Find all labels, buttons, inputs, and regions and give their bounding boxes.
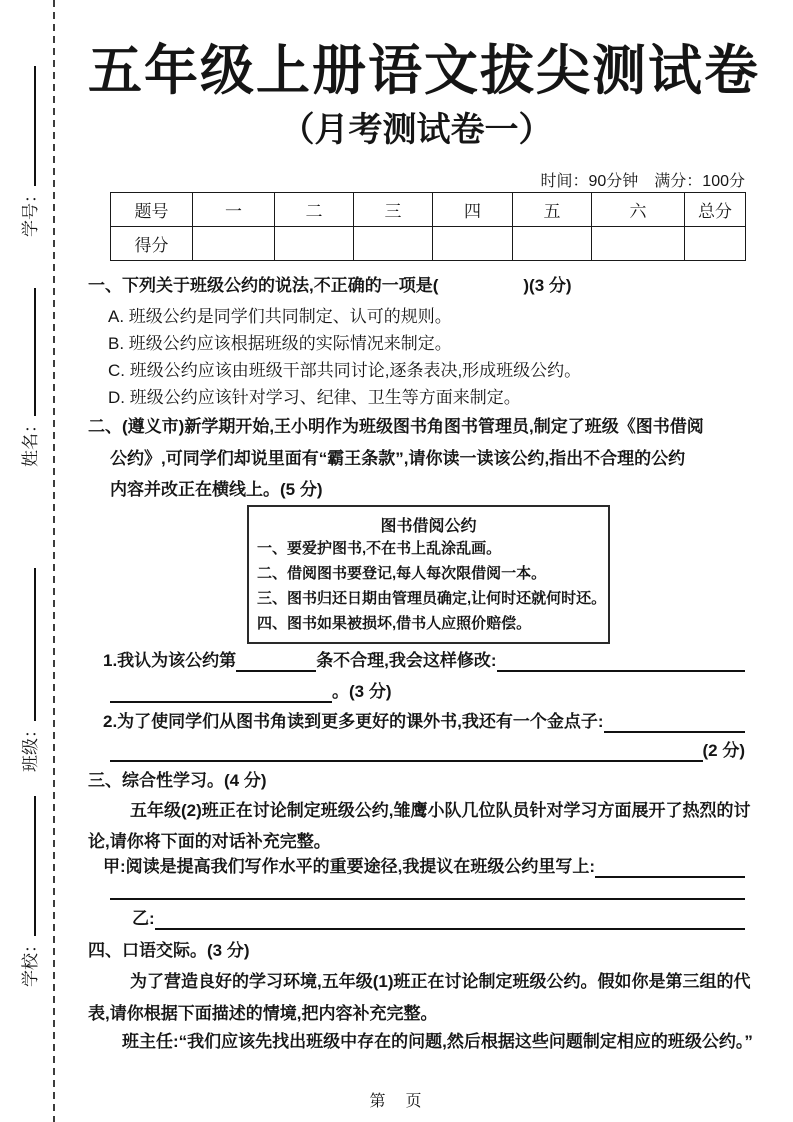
q2-sub1-text3: 。(3 分)	[332, 682, 392, 701]
q1-heading: 一、下列关于班级公约的说法,不正确的一项是( )(3 分)	[88, 276, 572, 295]
q2-text-line2: 公约》,可同学们却说里面有“霸王条款”,请你读一读该公约,指出不合理的公约	[110, 449, 686, 468]
page-number-footer: 第 页	[369, 1093, 424, 1110]
q2-sub1-blank3	[110, 681, 332, 703]
pact-item-1: 一、要爱护图书,不在书上乱涂乱画。	[257, 540, 502, 557]
student-name-label: 姓名：	[21, 416, 40, 467]
score-col-header: 三	[354, 193, 433, 227]
student-name-blank	[16, 288, 36, 416]
student-id-label: 学号：	[21, 186, 40, 237]
pact-item-4: 四、图书如果被损坏,借书人应照价赔偿。	[257, 615, 532, 632]
q2-text-line3: 内容并改正在横线上。(5 分)	[110, 480, 323, 499]
q3-speaker-yi-line	[132, 908, 745, 930]
q3-heading: 三、综合性学习。(4 分)	[88, 771, 267, 790]
score-cell	[513, 227, 592, 261]
q2-sub2-line2	[110, 740, 745, 762]
pact-items	[257, 536, 607, 636]
q2-sub1-text2: 条不合理,我会这样修改:	[316, 651, 497, 670]
q3-answer-line	[110, 884, 745, 900]
paper-title: 五年级上册语文拔尖测试卷	[88, 41, 760, 101]
score-table	[110, 192, 746, 261]
score-col-header: 题号	[111, 193, 193, 227]
q3-yi-text: 乙:	[132, 909, 155, 928]
q2-sub1-line1	[103, 650, 745, 672]
q4-heading: 四、口语交际。(3 分)	[88, 941, 250, 960]
q2-sub2-line1	[103, 711, 745, 733]
q4-teacher-line: 班主任:“我们应该先找出班级中存在的问题,然后根据这些问题制定相应的班级公约。”	[122, 1032, 753, 1051]
q3-para-line2: 论,请你将下面的对话补充完整。	[88, 832, 331, 851]
pact-item-2: 二、借阅图书要登记,每人每次限借阅一本。	[257, 565, 547, 582]
q2-sub1-text1: 1.我认为该公约第	[103, 651, 237, 670]
school-blank	[16, 796, 36, 936]
score-cell	[685, 227, 746, 261]
score-col-header: 一	[193, 193, 275, 227]
score-cell	[433, 227, 513, 261]
q1-options	[108, 302, 581, 410]
school-label: 学校：	[21, 936, 40, 987]
score-cell	[193, 227, 275, 261]
q2-sub2-text2: (2 分)	[702, 741, 745, 760]
score-cell	[592, 227, 685, 261]
score-col-header: 总分	[685, 193, 746, 227]
q2-sub2-blank1	[604, 711, 745, 733]
score-cell	[354, 227, 433, 261]
score-table-header-row	[111, 193, 746, 227]
paper-subtitle: （月考测试卷一）	[280, 111, 553, 149]
library-pact-box	[247, 505, 610, 644]
time-score-info: 时间：90分钟 满分：100分	[540, 173, 745, 190]
q2-sub1-blank2	[497, 650, 745, 672]
q2-sub1-line2	[110, 681, 745, 703]
score-cell	[275, 227, 354, 261]
q2-text-line1: 二、(遵义市)新学期开始,王小明作为班级图书角图书管理员,制定了班级《图书借阅	[88, 417, 704, 436]
q3-speaker-jia-line	[103, 856, 745, 878]
q1-option-a: A. 班级公约是同学们共同制定、认可的规则。	[108, 307, 452, 326]
q1-option-b: B. 班级公约应该根据班级的实际情况来制定。	[108, 334, 452, 353]
score-col-header: 二	[275, 193, 354, 227]
q1-option-d: D. 班级公约应该针对学习、纪律、卫生等方面来制定。	[108, 388, 521, 407]
q2-sub2-blank2	[110, 740, 703, 762]
class-blank	[16, 568, 36, 721]
score-col-header: 四	[433, 193, 513, 227]
q4-para-line1: 为了营造良好的学习环境,五年级(1)班正在讨论制定班级公约。假如你是第三组的代	[130, 972, 751, 991]
score-table-score-row	[111, 227, 746, 261]
paper-body	[88, 0, 760, 1122]
q3-yi-blank	[155, 908, 745, 930]
q1-option-c: C. 班级公约应该由班级干部共同讨论,逐条表决,形成班级公约。	[108, 361, 582, 380]
q3-para-line1: 五年级(2)班正在讨论制定班级公约,雏鹰小队几位队员针对学习方面展开了热烈的讨	[130, 801, 751, 820]
score-row-label: 得分	[111, 227, 193, 261]
school-field	[16, 796, 42, 987]
q3-jia-text: 甲:阅读是提高我们写作水平的重要途径,我提议在班级公约里写上:	[103, 857, 596, 876]
q2-sub2-text1: 2.为了使同学们从图书角读到更多更好的课外书,我还有一个金点子:	[103, 712, 604, 731]
student-name-field	[16, 288, 42, 467]
class-label: 班级：	[21, 721, 40, 772]
q2-sub1-blank1	[236, 650, 316, 672]
class-field	[16, 568, 42, 772]
pact-title: 图书借阅公约	[380, 518, 477, 535]
pact-item-3: 三、图书归还日期由管理员确定,让何时还就何时还。	[257, 590, 607, 607]
student-id-field	[16, 66, 42, 237]
q4-para-line2: 表,请你根据下面描述的情境,把内容补充完整。	[88, 1004, 438, 1023]
score-col-header: 六	[592, 193, 685, 227]
student-id-blank	[16, 66, 36, 186]
q3-jia-blank	[595, 856, 745, 878]
margin-dashed-line	[53, 0, 55, 1122]
score-col-header: 五	[513, 193, 592, 227]
